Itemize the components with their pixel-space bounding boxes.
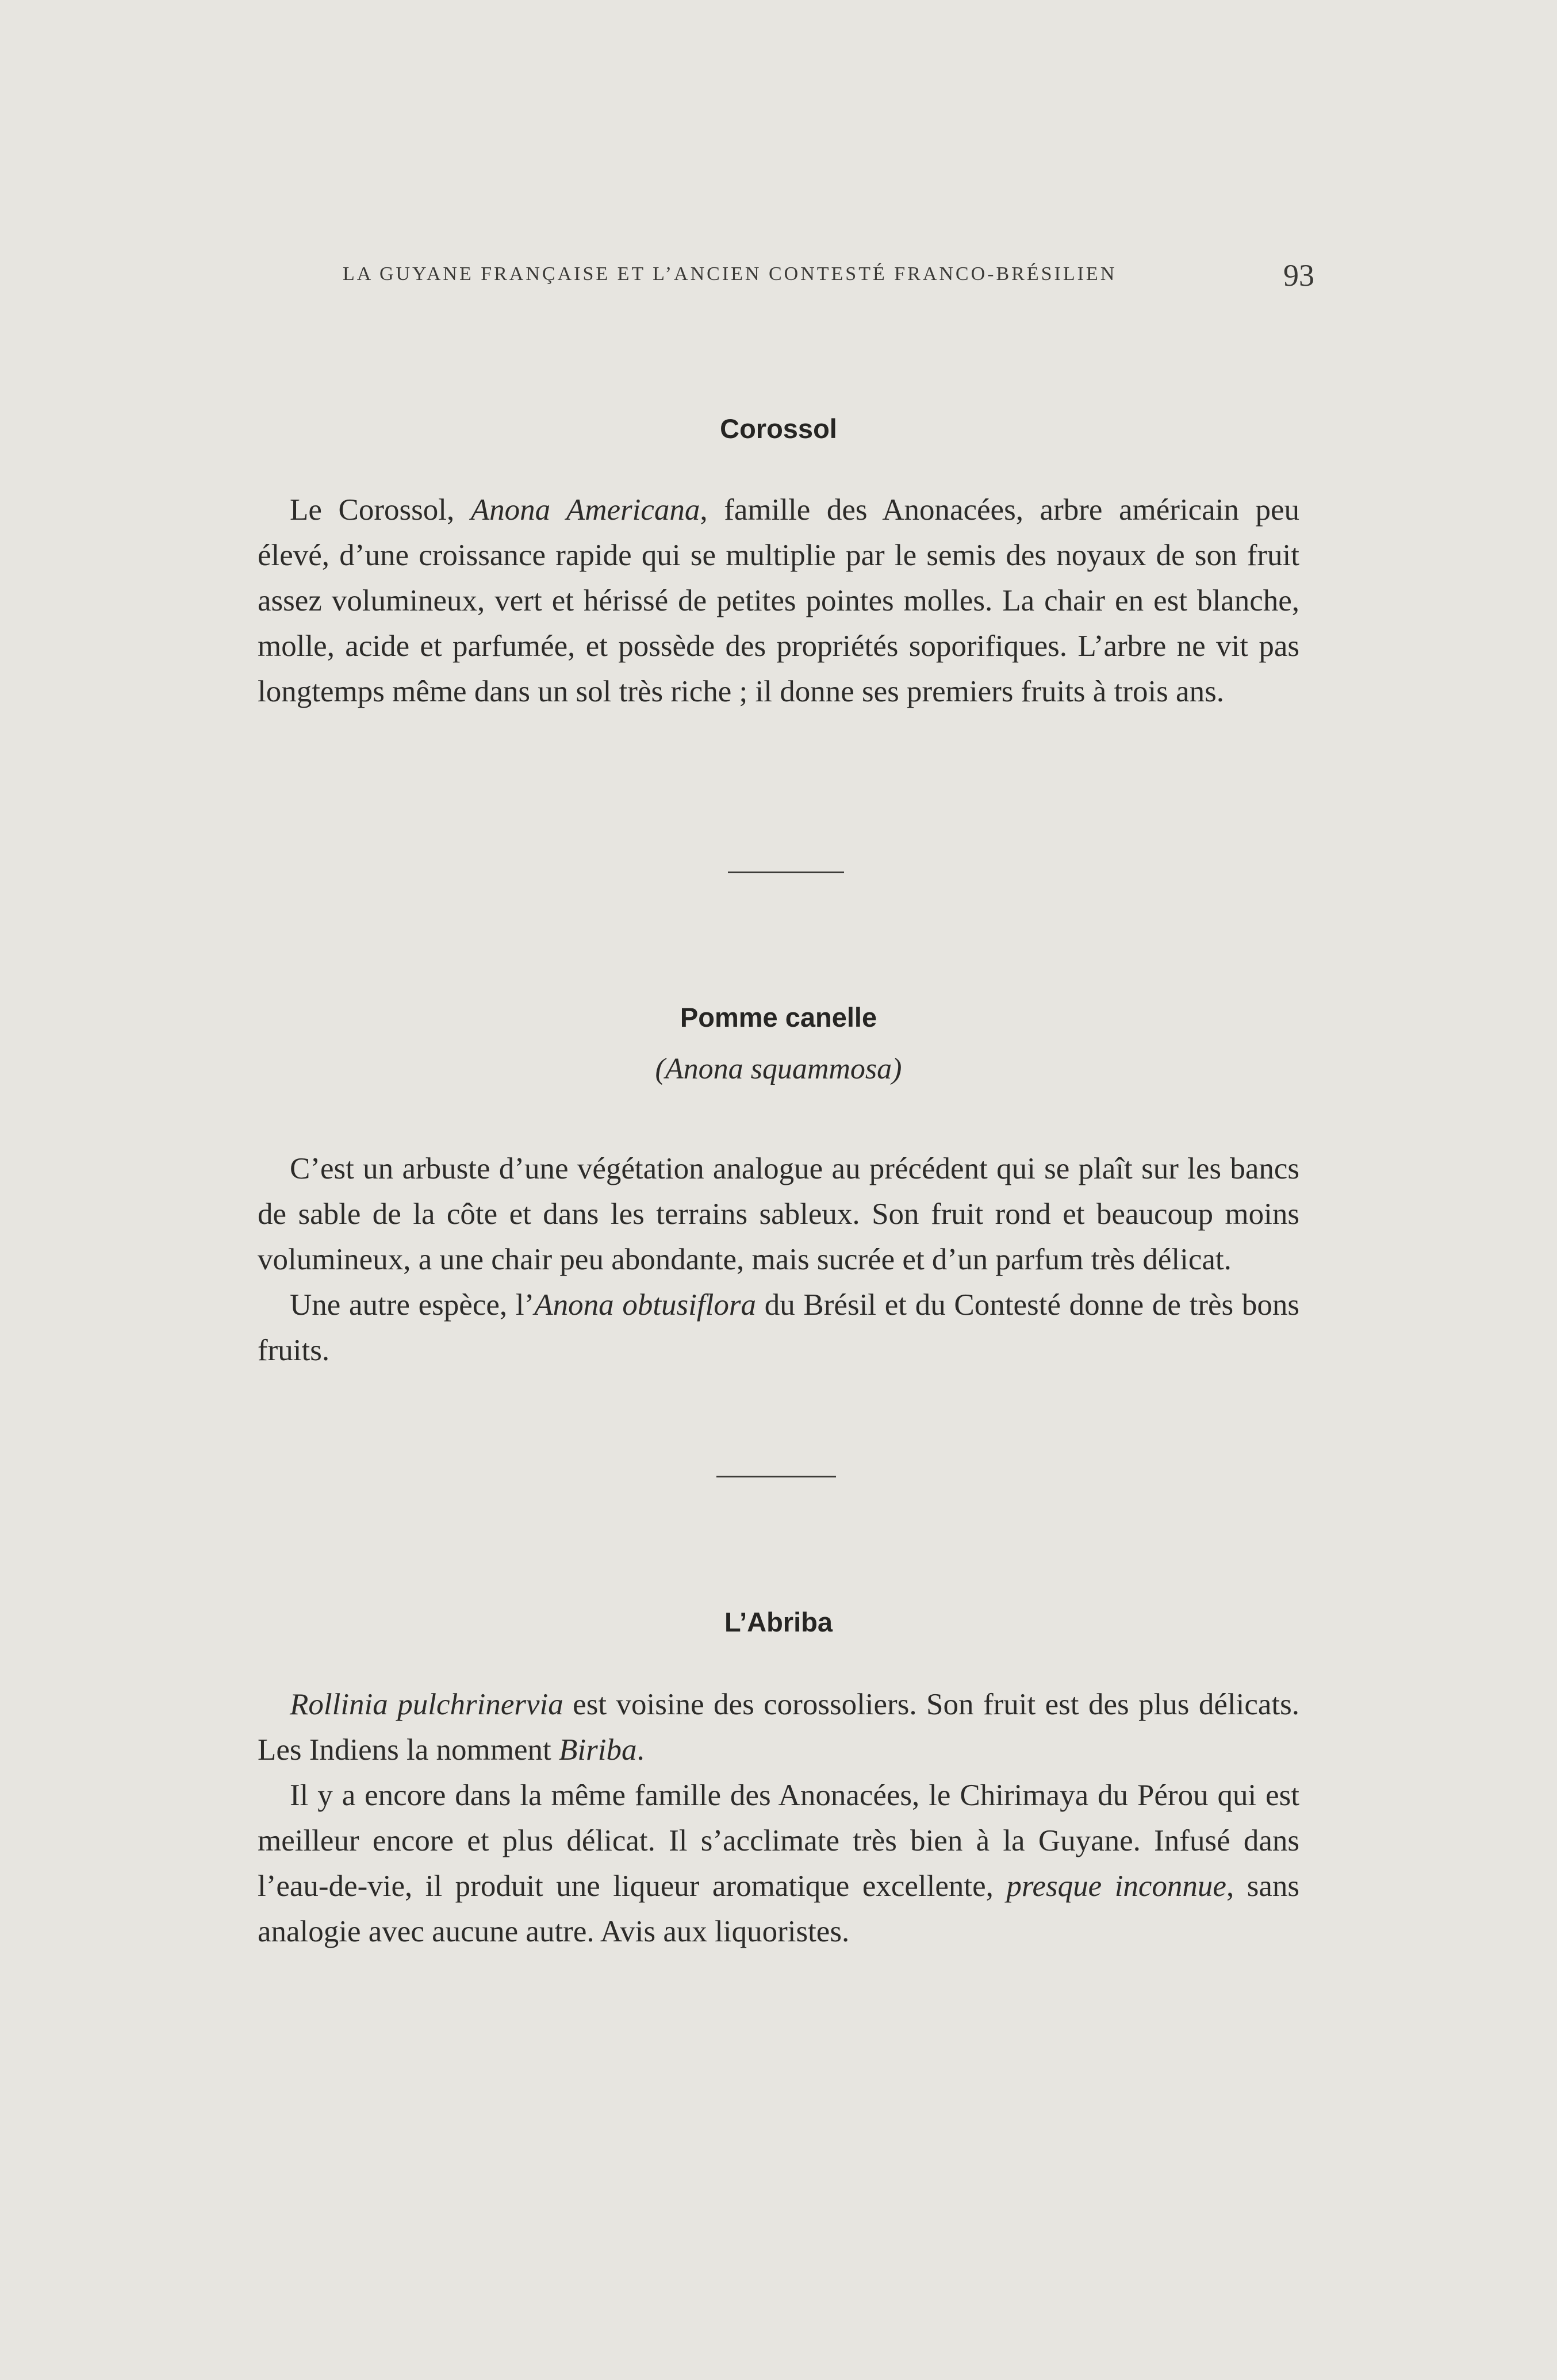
page-number: 93	[1283, 258, 1314, 293]
section-heading-pomme-canelle: Pomme canelle	[680, 1002, 877, 1032]
paragraph	[258, 487, 1299, 715]
running-head	[343, 258, 1314, 294]
section-heading-abriba: L’Abriba	[724, 1607, 833, 1637]
text-run: , famille des Anonacées, arbre américain peu élevé, d’une croissance rapide qui se multiplie par le semis des noyaux de son fruit assez volumineux, vert et hérissé de petites pointes molles. La chair en est blanche, molle, acide et parfumée, et possède des propriétés soporifiques. L’arbre ne vit pas longtemps même dans un sol très riche ; il donne ses premiers fruits à trois ans.	[258, 493, 1300, 708]
text-run: C’est un arbuste d’une végétation analogue au précédent qui se plaît sur les bancs de sable de la côte et dans les terrains sableux. Son fruit rond et beaucoup moins volumineux, a une chair peu abondante, mais sucrée et d’un parfum très délicat.	[258, 1152, 1299, 1276]
paragraph	[258, 1146, 1299, 1283]
text-run: du Brésil et du Contesté donne de très bons fruits.	[258, 1288, 1299, 1367]
running-title: LA GUYANE FRANÇAISE ET L’ANCIEN CONTESTÉ FRANCO-BRÉSILIEN	[343, 263, 1117, 285]
text-run: , sans analogie avec aucune autre. Avis aux liquoristes.	[258, 1870, 1299, 1948]
text-run: Le Corossol,	[290, 493, 471, 527]
section-body-corossol	[258, 487, 1299, 715]
paragraph	[258, 1773, 1299, 1955]
italic-species-name: Anona obtusiflora	[534, 1288, 756, 1322]
section-subheading-pomme-canelle: (Anona squammosa)	[655, 1053, 902, 1085]
italic-local-name: Biriba	[559, 1733, 637, 1767]
paragraph	[258, 1682, 1299, 1773]
italic-species-name: Rollinia pulchrinervia	[290, 1688, 563, 1721]
section-body-abriba	[258, 1682, 1299, 1955]
text-run: est voisine des corossoliers. Son fruit est des plus délicats. Les Indiens la nomment	[258, 1688, 1299, 1767]
text-run: .	[636, 1733, 645, 1767]
section-divider	[716, 1476, 836, 1477]
text-run: Il y a encore dans la même famille des Anonacées, le Chirimaya du Pérou qui est meilleur encore et plus délicat. Il s’acclimate très bien à la Guyane. Infusé dans l’eau-de-vie, il produit une liqueur aromatique excellente,	[258, 1779, 1299, 1903]
section-body-pomme-canelle	[258, 1146, 1299, 1373]
italic-species-name: Anona Americana	[470, 493, 700, 527]
paragraph	[258, 1283, 1299, 1373]
section-divider	[728, 872, 844, 873]
italic-emphasis: presque inconnue	[1006, 1870, 1226, 1903]
text-run: Une autre espèce, l’	[290, 1288, 535, 1322]
section-heading-corossol: Corossol	[720, 413, 837, 444]
